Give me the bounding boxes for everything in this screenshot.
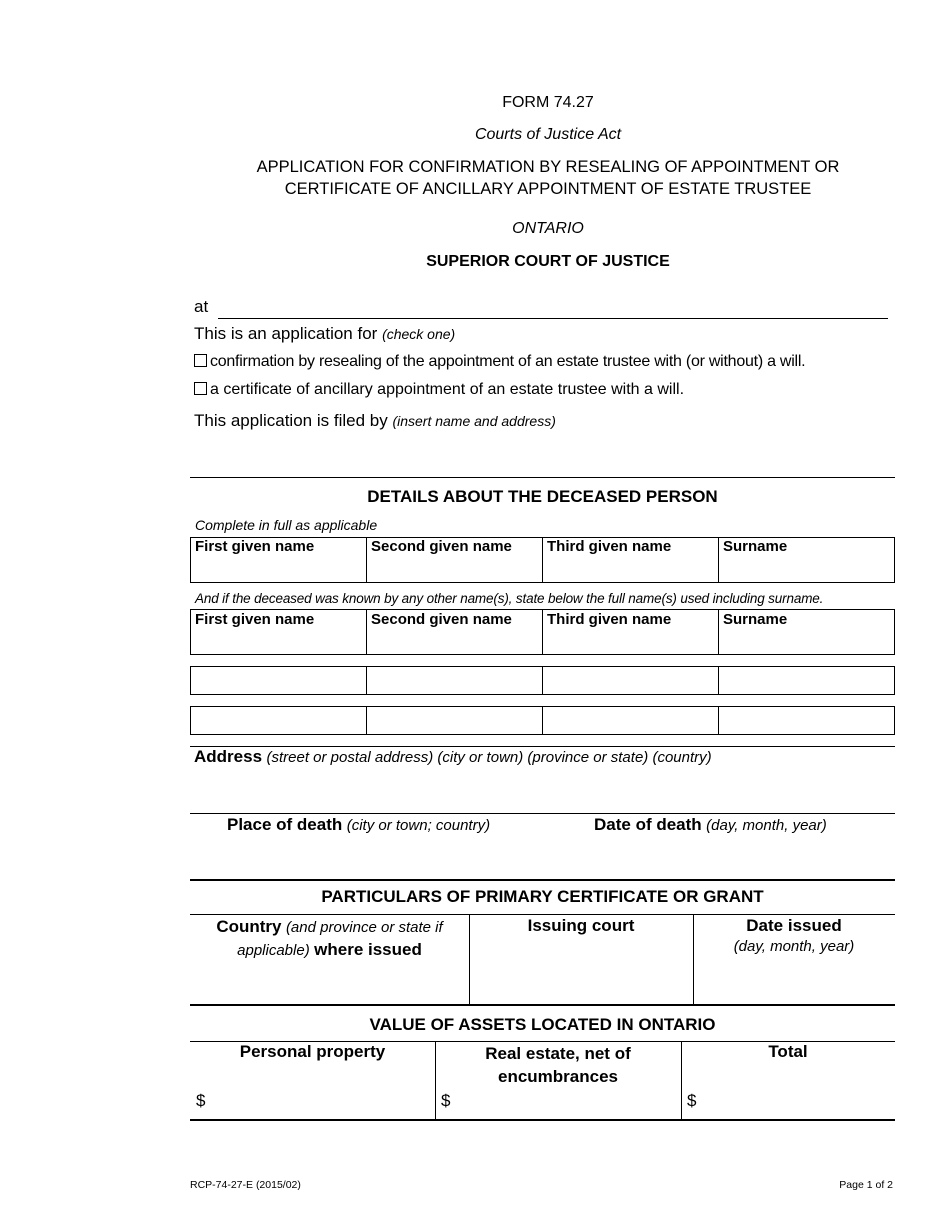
date-issued-hint: (day, month, year) [733,938,855,955]
table-divider [718,609,719,655]
page-number: Page 1 of 2 [839,1179,893,1191]
currency-symbol: $ [196,1091,206,1110]
filed-by-label: This application is filed by [194,411,388,430]
application-for-label: This is an application for [194,324,378,343]
form-number: FORM 74.27 [502,94,594,111]
address-label: Address [194,747,263,766]
other-name-first-input[interactable] [191,667,366,694]
deceased-heading: DETAILS ABOUT THE DECEASED PERSON [367,487,718,506]
first-given-name-label: First given name [195,538,315,555]
court-location-input[interactable] [218,300,888,319]
option-confirmation-row[interactable] [194,353,805,371]
real-estate-input[interactable] [453,1089,679,1115]
date-of-death-input[interactable] [542,840,895,878]
date-of-death-hint: (day, month, year) [706,817,827,834]
other-third-given-name-label: Third given name [547,611,672,628]
currency-symbol: $ [441,1091,451,1110]
date-of-death-line [594,815,827,835]
issuing-court-label: Issuing court [527,916,635,935]
other-name-first-input[interactable] [191,707,366,734]
option-confirmation-label: confirmation by resealing of the appointment of an estate trustee with (or without) a will. [210,353,806,370]
assets-heading: VALUE OF ASSETS LOCATED IN ONTARIO [369,1015,716,1034]
date-issued-label: Date issued [746,916,842,935]
at-label: at [194,297,209,316]
section-divider [190,813,895,814]
other-name-surname-input[interactable] [719,667,894,694]
third-given-name-label: Third given name [547,538,672,555]
where-issued-label: where issued [314,940,422,959]
other-name-third-input[interactable] [543,707,718,734]
real-estate-label-line2: encumbrances [498,1067,618,1086]
other-name-second-input[interactable] [367,667,542,694]
country-hint-2: applicable) [237,942,310,959]
form-title-line1: APPLICATION FOR CONFIRMATION BY RESEALING OF APPOINTMENT OR [256,158,840,176]
application-for-line [194,324,455,344]
date-issued-input[interactable] [694,962,894,1002]
table-divider [542,609,543,655]
table-divider [718,537,719,583]
real-estate-label-block [435,1042,681,1088]
complete-note: Complete in full as applicable [195,517,378,533]
total-input[interactable] [699,1089,894,1115]
other-name-second-input[interactable] [367,707,542,734]
primary-certificate-heading: PARTICULARS OF PRIMARY CERTIFICATE OR GRANT [321,887,764,906]
surname-label: Surname [723,538,788,555]
option-ancillary-checkbox[interactable] [194,382,207,395]
filed-by-line [194,411,556,431]
address-input[interactable] [190,770,895,812]
personal-property-input[interactable] [208,1089,433,1115]
country-label-block [190,916,469,962]
form-title-line2: CERTIFICATE OF ANCILLARY APPOINTMENT OF ESTATE TRUSTEE [284,180,812,198]
other-first-given-name-label: First given name [195,611,315,628]
option-ancillary-label: a certificate of ancillary appointment of an estate trustee with a will. [210,381,685,398]
country-hint: (and province or state if [285,919,443,936]
section-divider [190,879,895,881]
section-divider [190,1119,895,1121]
filed-by-hint: (insert name and address) [392,413,556,429]
other-second-given-name-label: Second given name [371,611,512,628]
place-of-death-line [227,815,490,835]
second-given-name-label: Second given name [371,538,512,555]
country-input[interactable] [191,962,468,1002]
other-name-surname-input[interactable] [719,707,894,734]
real-estate-label-line1: Real estate, net of [485,1044,631,1063]
date-of-death-label: Date of death [594,815,702,834]
issuing-court-input[interactable] [470,945,692,1002]
address-line [194,747,712,767]
other-name-third-input[interactable] [543,667,718,694]
section-divider [190,914,895,915]
other-surname-label: Surname [723,611,788,628]
option-confirmation-checkbox[interactable] [194,354,207,367]
option-ancillary-row[interactable] [194,381,684,399]
country-label: Country [216,917,282,936]
province-label: ONTARIO [512,220,584,237]
table-divider [366,537,367,583]
section-divider [190,1004,895,1006]
table-divider [542,537,543,583]
address-hint: (street or postal address) (city or town) (province or state) (country) [266,749,712,766]
act-name: Courts of Justice Act [474,126,622,143]
total-label: Total [768,1042,808,1061]
other-names-note: And if the deceased was known by any other name(s), state below the full name(s) used including surname. [195,591,824,606]
place-of-death-hint: (city or town; country) [346,817,491,834]
currency-symbol: $ [687,1091,697,1110]
court-name: SUPERIOR COURT OF JUSTICE [426,253,670,270]
section-divider [190,477,895,478]
place-of-death-input[interactable] [190,840,542,878]
personal-property-label: Personal property [239,1042,386,1061]
table-divider [366,609,367,655]
check-one-hint: (check one) [382,326,456,342]
place-of-death-label: Place of death [227,815,343,834]
form-code: RCP-74-27-E (2015/02) [190,1179,301,1191]
